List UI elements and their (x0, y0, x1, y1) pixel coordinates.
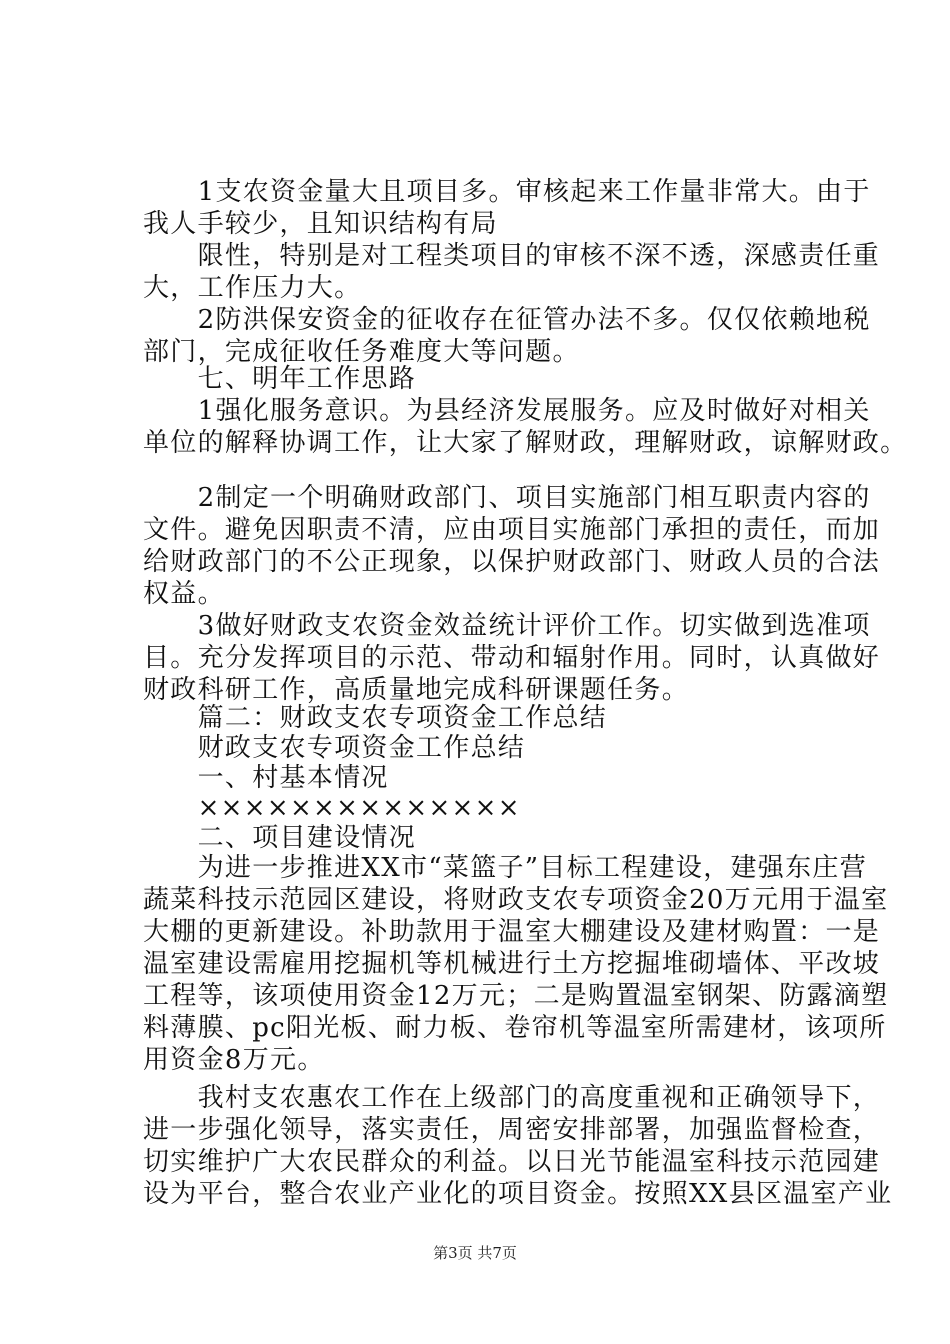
placeholder-text: ×××××××××××××× (143, 793, 521, 823)
section-heading: 二、项目建设情况 (143, 823, 417, 853)
text-line: 单位的解释协调工作，让大家了解财政，理解财政，谅解财政。 (143, 428, 908, 458)
text-line: 温室建设需雇用挖掘机等机械进行土方挖掘堆砌墙体、平改坡 (143, 949, 881, 979)
section-heading: 篇二：财政支农专项资金工作总结 (143, 703, 608, 733)
text-line: 权益。 (143, 579, 225, 609)
text-line: 3做好财政支农资金效益统计评价工作。切实做到选准项 (143, 611, 871, 641)
text-line: 1支农资金量大且项目多。审核起来工作量非常大。由于 (143, 177, 871, 207)
text-line: 限性，特别是对工程类项目的审核不深不透，深感责任重 (143, 241, 881, 271)
section-heading: 七、明年工作思路 (143, 364, 417, 394)
text-line: 进一步强化领导，落实责任，周密安排部署，加强监督检查， (143, 1115, 881, 1145)
text-line: 给财政部门的不公正现象，以保护财政部门、财政人员的合法 (143, 547, 881, 577)
text-line: 我村支农惠农工作在上级部门的高度重视和正确领导下， (143, 1083, 881, 1113)
text-line: 财政科研工作，高质量地完成科研课题任务。 (143, 675, 690, 705)
section-heading: 一、村基本情况 (143, 763, 389, 793)
text-line: 切实维护广大农民群众的利益。以日光节能温室科技示范园建 (143, 1147, 881, 1177)
text-line: 工程等，该项使用资金12万元；二是购置温室钢架、防露滴塑 (143, 981, 889, 1011)
text-line: 用资金8万元。 (143, 1045, 325, 1075)
text-line: 2制定一个明确财政部门、项目实施部门相互职责内容的 (143, 483, 871, 513)
text-line: 蔬菜科技示范园区建设，将财政支农专项资金20万元用于温室 (143, 885, 889, 915)
text-line: 大，工作压力大。 (143, 273, 362, 303)
text-line: 部门，完成征收任务难度大等问题。 (143, 337, 580, 367)
text-line: 1强化服务意识。为县经济发展服务。应及时做好对相关 (143, 396, 871, 426)
document-title: 财政支农专项资金工作总结 (143, 733, 526, 763)
text-line: 我人手较少，且知识结构有局 (143, 209, 498, 239)
text-line: 设为平台，整合农业产业化的项目资金。按照XX县区温室产业 (143, 1179, 893, 1209)
text-line: 为进一步推进XX市“菜篮子”目标工程建设，建强东庄营 (143, 853, 868, 883)
page-number-footer: 第3页 共7页 (433, 1244, 517, 1262)
text-line: 2防洪保安资金的征收存在征管办法不多。仅仅依赖地税 (143, 305, 871, 335)
text-line: 料薄膜、pc阳光板、耐力板、卷帘机等温室所需建材，该项所 (143, 1013, 887, 1043)
text-line: 目。充分发挥项目的示范、带动和辐射作用。同时，认真做好 (143, 643, 881, 673)
text-line: 大棚的更新建设。补助款用于温室大棚建设及建材购置：一是 (143, 917, 881, 947)
text-line: 文件。避免因职责不清，应由项目实施部门承担的责任，而加 (143, 515, 881, 545)
